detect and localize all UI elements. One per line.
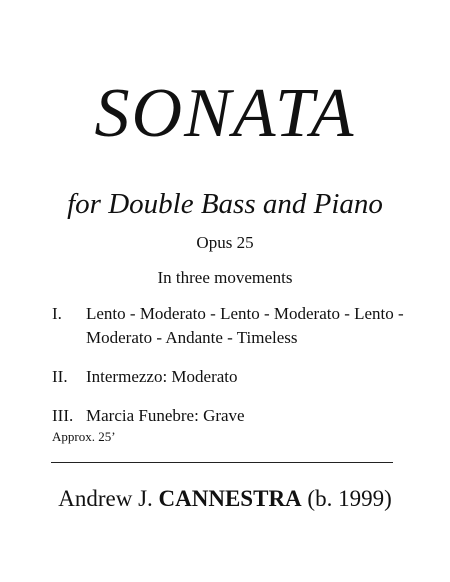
movement-number: I. [52,304,62,323]
movement-title: Lento - Moderato - Lento - Moderato - Lento - Moderato - Andante - Timeless [86,304,404,347]
page-title: SONATA [94,75,356,152]
movement-title: Marcia Funebre: Grave [86,406,245,425]
duration-note: Approx. 25’ [52,429,116,444]
movements-intro: In three movements [157,268,293,287]
movement-item [52,302,442,350]
composer-surname: CANNESTRA [158,486,302,511]
opus-number: Opus 25 [196,233,254,252]
instrumentation-subtitle: for Double Bass and Piano [67,188,383,220]
composer-credit [0,484,450,514]
movement-item [52,365,442,389]
movement-list [52,302,442,428]
movement-title: Intermezzo: Moderato [86,367,238,386]
composer-given-names: Andrew J. [58,486,153,511]
movement-number: III. [52,406,74,425]
composer-dates: (b. 1999) [307,486,392,511]
movement-item [52,404,442,428]
divider-line [51,462,393,463]
movement-number: II. [52,367,68,386]
